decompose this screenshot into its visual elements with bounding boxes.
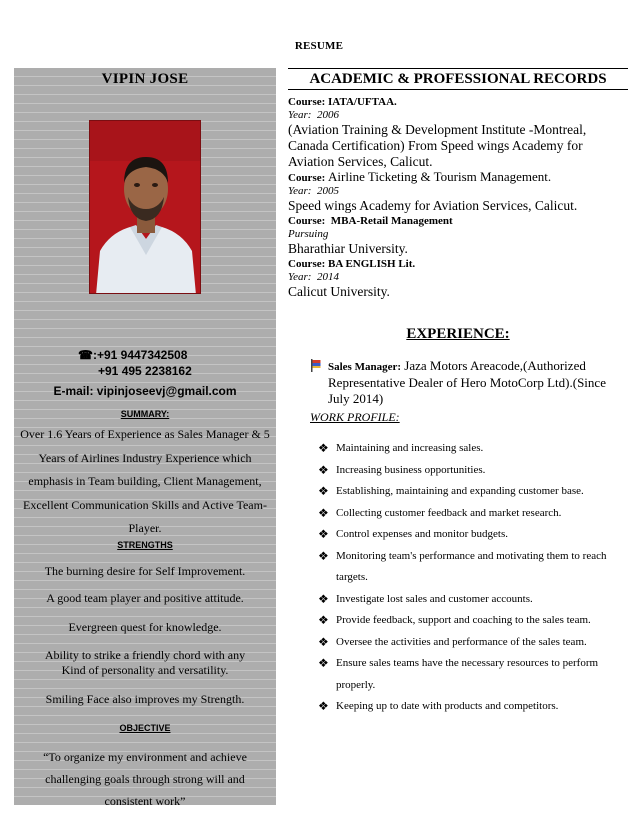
list-item: ❖ Monitoring team's performance and motivating them to reach targets. <box>318 546 618 589</box>
academic-record <box>288 170 628 214</box>
email: E-mail: vipinjoseevj@gmail.com <box>53 384 237 398</box>
diamond-bullet-icon: ❖ <box>318 699 329 713</box>
job-title: Sales Manager: <box>328 361 402 373</box>
academic-records <box>288 95 628 300</box>
experience-heading: EXPERIENCE: <box>406 326 510 342</box>
year-label: Year: <box>288 109 312 121</box>
list-item: ❖ Investigate lost sales and customer accounts. <box>318 589 618 611</box>
list-item: ❖ Maintaining and increasing sales. <box>318 438 618 460</box>
diamond-bullet-icon: ❖ <box>318 505 329 520</box>
diamond-bullet-icon: ❖ <box>318 634 329 649</box>
course-institution: Calicut University. <box>288 284 390 299</box>
course-institution: Speed wings Academy for Aviation Services, Calicut. <box>288 198 578 213</box>
course-name: Airline Ticketing & Tourism Management. <box>328 169 552 184</box>
strengths-heading: STRENGTHS <box>117 540 173 550</box>
strength-item: Ability to strike a friendly chord with any Kind of personality and versatility. <box>44 648 246 677</box>
year-label: Year: <box>288 271 312 283</box>
strength-item: The burning desire for Self Improvement. <box>44 564 246 578</box>
work-profile-label: WORK PROFILE: <box>310 410 400 424</box>
academic-record <box>288 214 628 257</box>
list-item: ❖ Establishing, maintaining and expanding customer base. <box>318 481 618 503</box>
course-label: Course: <box>288 96 326 108</box>
course-label: Course: <box>288 258 326 270</box>
phone-icon: ☎ <box>78 348 93 362</box>
strength-item: Evergreen quest for knowledge. <box>68 620 222 634</box>
diamond-bullet-icon: ❖ <box>318 591 329 606</box>
phone-number-1: :+91 9447342508 <box>92 348 188 362</box>
candidate-name: VIPIN JOSE <box>101 71 189 87</box>
academic-record <box>288 95 628 170</box>
course-institution: (Aviation Training & Development Institute -Montreal, Canada Certification) From Speed wings Academy for Aviation Services, Calicut. <box>288 122 587 169</box>
phone-number-2: +91 495 2238162 <box>98 364 192 378</box>
list-item: ❖ Ensure sales teams have the necessary resources to perform properly. <box>318 653 618 696</box>
course-name: MBA-Retail Management <box>330 215 453 227</box>
resume-title: RESUME <box>294 40 344 52</box>
academic-heading: ACADEMIC & PROFESSIONAL RECORDS <box>288 68 628 90</box>
phone-block <box>14 347 276 379</box>
diamond-bullet-icon: ❖ <box>318 484 329 498</box>
objective-heading: OBJECTIVE <box>119 723 171 733</box>
course-year: 2005 <box>316 185 339 197</box>
diamond-bullet-icon: ❖ <box>318 441 329 455</box>
diamond-bullet-icon: ❖ <box>318 548 329 563</box>
duties-list <box>318 438 618 718</box>
list-item: ❖ Oversee the activities and performance of the sales team. <box>318 632 618 654</box>
course-year: Pursuing <box>288 228 329 240</box>
diamond-bullet-icon: ❖ <box>318 527 329 541</box>
objective-text: “To organize my environment and achieve challenging goals through strong will and consistent work” <box>43 750 247 808</box>
flag-bullet-icon <box>310 359 322 372</box>
left-sidebar <box>14 68 276 808</box>
summary-text: Over 1.6 Years of Experience as Sales Manager & 5 Years of Airlines Industry Experience which emphasis in Team building, Client Management, Excellent Communication Skills and Active Team-Player. <box>20 427 270 535</box>
course-year: 2014 <box>316 271 339 283</box>
strength-item: A good team player and positive attitude. <box>46 591 244 605</box>
course-label: Course: <box>288 215 326 227</box>
job-entry <box>310 358 630 407</box>
course-label: Course: <box>288 172 326 184</box>
course-name: IATA/UFTAA. <box>328 96 397 108</box>
list-item: ❖ Provide feedback, support and coaching to the sales team. <box>318 610 618 632</box>
list-item: ❖ Increasing business opportunities. <box>318 460 618 482</box>
academic-heading-bar <box>288 68 628 90</box>
strength-item: Smiling Face also improves my Strength. <box>45 692 245 706</box>
course-institution: Bharathiar University. <box>288 241 408 256</box>
diamond-bullet-icon: ❖ <box>318 656 329 670</box>
course-year: 2006 <box>316 109 339 121</box>
course-name: BA ENGLISH Lit. <box>328 258 416 270</box>
year-label: Year: <box>288 185 312 197</box>
list-item: ❖ Control expenses and monitor budgets. <box>318 524 618 546</box>
diamond-bullet-icon: ❖ <box>318 462 329 477</box>
academic-record <box>288 257 628 300</box>
list-item: ❖ Collecting customer feedback and market research. <box>318 503 618 525</box>
diamond-bullet-icon: ❖ <box>318 613 329 627</box>
summary-heading: SUMMARY: <box>120 409 170 419</box>
profile-photo <box>89 120 201 294</box>
list-item: ❖ Keeping up to date with products and competitors. <box>318 696 618 718</box>
job-description: Jaza Motors Areacode,(Authorized Representative Dealer of Hero MotoCorp Ltd).(Since July 2014) <box>328 358 606 406</box>
